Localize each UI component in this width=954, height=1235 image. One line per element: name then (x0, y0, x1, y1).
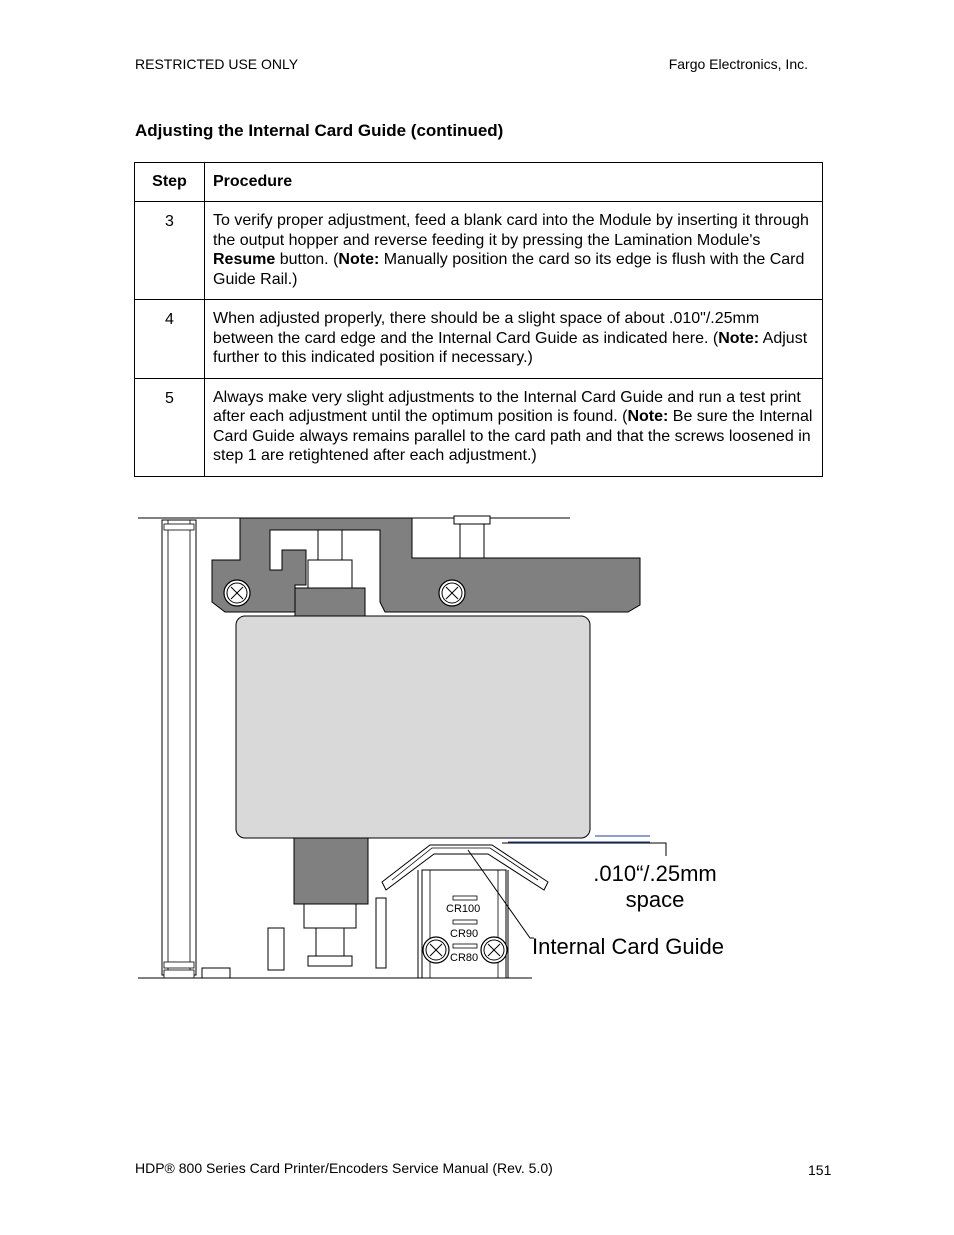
table-row (135, 202, 823, 300)
procedure-text-part: Manually position the card so its edge is flush with the Card Guide Rail.) (213, 251, 805, 288)
table-header-row (135, 163, 823, 202)
footer-title: HDP® 800 Series Card Printer/Encoders Service Manual (Rev. 5.0) (135, 1160, 553, 1176)
cr100-label: CR100 (446, 903, 481, 915)
procedure-table (134, 162, 823, 477)
procedure-bold: Note: (338, 251, 380, 268)
bracket-screw-icon (224, 580, 250, 606)
section-title: Adjusting the Internal Card Guide (continued) (135, 121, 504, 140)
procedure-text (205, 202, 823, 300)
procedure-bold: Note: (718, 329, 760, 347)
step-number: 4 (135, 300, 205, 379)
step-number: 3 (135, 202, 205, 300)
table-row (135, 300, 823, 379)
header-right: Fargo Electronics, Inc. (668, 56, 808, 72)
internal-card-guide (382, 845, 548, 978)
bracket-screw-icon (439, 580, 465, 606)
page-number: 151 (808, 1162, 832, 1178)
procedure-text-part: Always make very slight adjustments to the Internal Card Guide and run a test print after each adjustment until the optimum position is found. ( (213, 388, 801, 425)
card (236, 616, 590, 838)
cr90-label: CR90 (450, 928, 479, 940)
cr80-label: CR80 (450, 952, 479, 964)
procedure-text-part: Be sure the Internal Card Guide always remains parallel to the card path and that the screws loosened in step 1 are retightened after each adjustment.) (213, 408, 813, 464)
guide-callout: Internal Card Guide (532, 934, 724, 959)
procedure-text (205, 378, 823, 476)
guide-screw-icon (481, 937, 507, 963)
left-roller (162, 520, 196, 978)
table-row (135, 378, 823, 476)
procedure-text-part: To verify proper adjustment, feed a blank card into the Module by inserting it through the output hopper and reverse feeding it by pressing the Lamination Module's (213, 212, 809, 249)
procedure-text-part: Adjust further to this indicated position if necessary.) (213, 329, 808, 366)
card-guide-diagram (130, 510, 750, 990)
procedure-text-part: When adjusted properly, there should be a slight space of about .010"/.25mm between the card edge and the Internal Card Guide as indicated here. ( (213, 310, 760, 347)
column-header-procedure: Procedure (205, 163, 823, 202)
header-left: RESTRICTED USE ONLY (135, 56, 299, 72)
procedure-text-part: button. ( (275, 251, 339, 268)
procedure-bold: Resume (213, 251, 276, 268)
upper-bracket (212, 518, 640, 612)
step-number: 5 (135, 378, 205, 476)
procedure-bold: Note: (627, 408, 669, 425)
guide-screw-icon (423, 937, 449, 963)
procedure-text (205, 300, 823, 379)
space-callout-line1: .010“/.25mm (593, 861, 717, 886)
column-header-step: Step (135, 163, 205, 202)
space-callout-line2: space (625, 887, 685, 912)
